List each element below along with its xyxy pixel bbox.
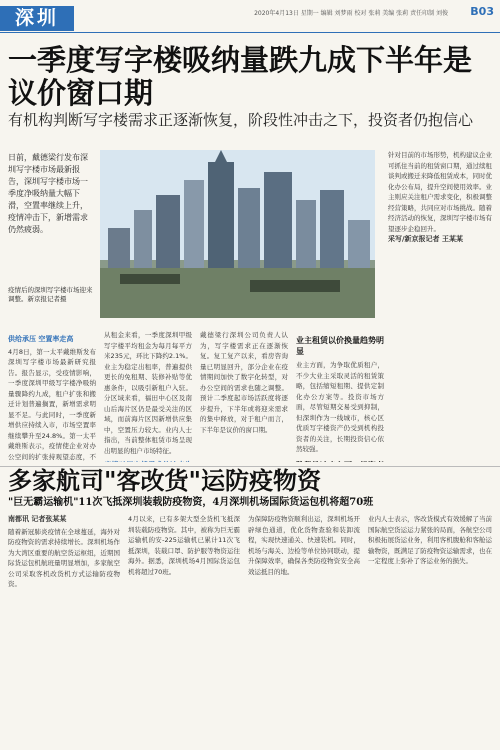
column-text: 4月8日，第一太平戴维斯发布深圳写字楼市场最新研究报告。报告显示，受疫情影响，一季度深圳甲级写字楼净吸纳量骤降约九成，租户扩张和搬迁计划普遍搁置，新增需求明显不足。与此同时，一季度新增供应持续入市，市场空置率继续攀升至24.8%。第一太平戴维斯表示，疫情使企业对办公空间的扩张持观望态度，不: [8, 347, 96, 461]
column-text: 业主方面，为争取优质租户，不少大业主采取灵活的租赁策略，包括缩短租期、提供定制化办公方案等。投资市场方面，尽管短期交易受到抑制，但深圳作为一线城市，核心区优质写字楼资产仍受到机构投资者的关注，长期投资信心依然较强。: [296, 361, 384, 453]
photo-caption: 疫情后的深圳写字楼市场迎来调整。新京报记者摄: [8, 286, 93, 303]
article1-column-1: [8, 330, 96, 462]
skyline-photo: [100, 150, 375, 318]
column-text: 业内人士表示，客改货模式有效缓解了当前国际航空货运运力紧张的局面，各航空公司积极拓展货运业务，利用客机腹舱和客舱运输物资，既满足了防疫物资运输需求，也在一定程度上弥补了客运业务的损失。: [368, 515, 492, 565]
subheadline-2: "巨无霸运输机"11次飞抵深圳装载防疫物资，4月深圳机场国际货运包机将超70班: [8, 497, 374, 508]
article2-column-1: [8, 514, 120, 744]
section-subhead: 业主租赁以价换量趋势明显: [296, 336, 384, 356]
article1-column-4: [296, 330, 384, 462]
column-text: 戴德梁行深圳公司负责人认为，写字楼需求正在逐渐恢复。复工复产以来，看房咨询量已明显回升，部分企业在疫情期间加快了数字化转型，对办公空间的需求也随之调整。预计二季度起市场活跃度将逐步提升，下半年或将迎来需求的集中释放，对于租户而言，下半年是议价的窗口期。: [200, 331, 288, 434]
header-info: 2020年4月13日 星期一 编辑 刘梦雨 校对 张莉 美编 张莉 责任印制 刘俊: [254, 10, 448, 17]
column-text: 从租金来看，一季度深圳甲级写字楼平均租金为每月每平方米235元，环比下降约2.1%。业主为稳定出租率，普遍提供更长的免租期、装修补贴等优惠条件，以吸引新租户入驻。分区域来看，福田中心区及南山后海片区仍是最受关注的区域，而前海片区因新增供应集中，空置压力较大。业内人士指出，当前整体租赁市场呈现出明显的租户市场特征。: [104, 331, 192, 455]
page-header: [0, 0, 500, 36]
section-subhead: [296, 461, 384, 463]
section-subhead: 供给承压 空置率走高: [8, 335, 74, 343]
byline: 采写/新京报记者 王某某: [388, 235, 463, 243]
article2-column-2: [128, 514, 240, 744]
column-text: 针对目前的市场形势，机构建议企业可抓住当前的租赁窗口期，通过续租谈判或搬迁来降低租赁成本，同时优化办公布局，提升空间使用效率。业主则应关注租户需求变化，积极调整经营策略，共同应对市场挑战。随着经济活动的恢复，深圳写字楼市场有望逐步企稳回升。: [388, 151, 492, 233]
article1-column-3: [200, 330, 288, 462]
article1-column-5: [388, 150, 492, 462]
column-text: 随着新冠肺炎疫情在全球蔓延，海外对防疫物资的需求持续增长。深圳机场作为大湾区重要的航空货运枢纽，近期国际货运包机航班量明显增加，多家航空公司采取客机改货机方式运输防疫物资。: [8, 527, 120, 588]
lead-paragraph: 日前，戴德梁行发布深圳写字楼市场最新报告，深圳写字楼市场一季度净吸纳量大幅下滑，空置率继续上升，疫情冲击下，新增需求仍然疲弱。: [8, 153, 88, 234]
article2-column-3: [248, 514, 360, 744]
subheadline: 有机构判断写字楼需求正逐渐恢复，阶段性冲击之下，投资者仍抱信心: [8, 111, 474, 129]
article2-column-4: [368, 514, 492, 744]
dateline: 南都讯 记者张某某: [8, 515, 67, 523]
column-text: 为保障防疫物资顺利出运，深圳机场开辟绿色通道，优化货物查验和装卸流程，实现快速通关、快速装机。同时，机场与海关、边检等单位协同联动，提升保障效率，确保各类防疫物资安全高效运抵目的地。: [248, 515, 360, 576]
headline-2: 多家航司"客改货"运防疫物资: [8, 466, 322, 495]
section-subhead: [104, 460, 192, 462]
column-text: 4月以来，已有多架大型全货机飞抵深圳装载防疫物资。其中，被称为巨无霸运输机的安-225运输机已累计11次飞抵深圳，装载口罩、防护服等物资运往海外。据悉，深圳机场4月国际货运包机将超过70班。: [128, 515, 240, 576]
page-number: B03: [470, 5, 494, 18]
section-tab: 深圳: [0, 6, 74, 31]
article1-column-2: [104, 330, 192, 462]
headline: 一季度写字楼吸纳量跌九成下半年是议价窗口期: [8, 43, 473, 110]
header-rule: [0, 32, 500, 33]
